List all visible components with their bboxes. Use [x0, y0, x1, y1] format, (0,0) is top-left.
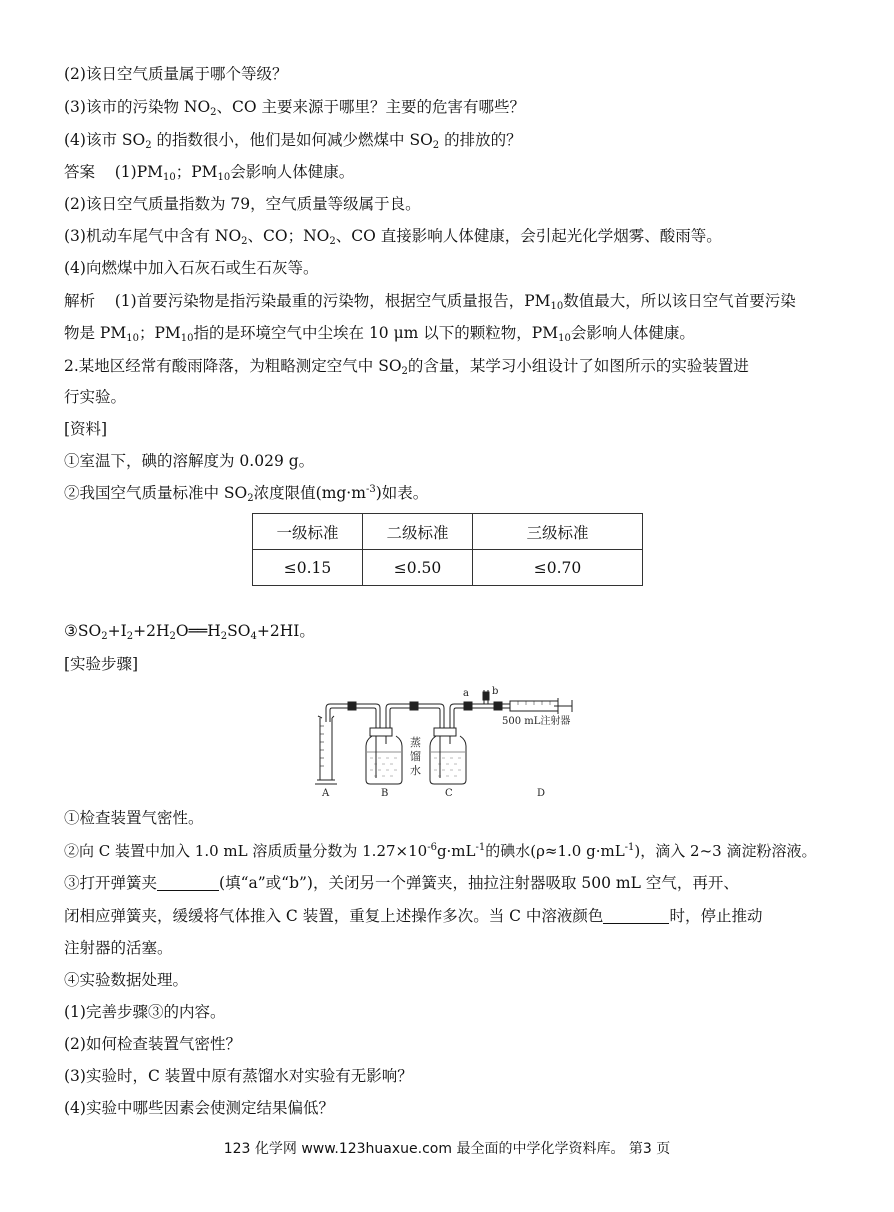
problem2-intro-2: 行实验。 [64, 388, 127, 406]
answer-4: (4)向燃煤中加入石灰石或生石灰等。 [64, 259, 319, 277]
apparatus-diagram [310, 682, 590, 802]
step-3-line-2: 闭相应弹簧夹，缓缓将气体推入 C 装置，重复上述操作多次。当 C 中溶液颜色 时，停止推动 [64, 907, 763, 925]
question-3: (3)该市的污染物 $NO_2$、CO 主要来源于哪里？主要的危害有哪些？ [64, 98, 526, 118]
resource-label: [资料] [64, 420, 108, 438]
table-cell: ≤0.15 [253, 550, 363, 586]
analysis-label: 解析 [64, 292, 96, 310]
table-header-cell: 一级标准 [253, 514, 363, 550]
step-3-line-1: ③打开弹簧夹 (填“a”或“b”)，关闭另一个弹簧夹，抽拉注射器吸取 500 mL 空气，再开、 [64, 874, 739, 892]
step-2: ②向 C 装置中加入 1.0 mL 溶质质量分数为 $1.27\times 10^{-6}g\cdot mL^{-1}$的碘水(ρ≈1.0 $g\cdot mL^{-1}$)，滴入 2~3 滴淀粉溶液。 [64, 842, 817, 860]
answer-blank-color[interactable] [603, 909, 669, 924]
subquestion-4: (4)实验中哪些因素会使测定结果偏低？ [64, 1099, 334, 1117]
water-label-1: 蒸 [410, 736, 421, 749]
table-header-cell: 二级标准 [363, 514, 473, 550]
step-4: ④实验数据处理。 [64, 971, 189, 989]
subquestion-3: (3)实验时，C 装置中原有蒸馏水对实验有无影响？ [64, 1067, 413, 1085]
problem2-intro-1: 2.某地区经常有酸雨降落，为粗略测定空气中 $SO_2$的含量，某学习小组设计了如图所示的实验装置进 [64, 357, 749, 377]
so2-standard-table [252, 513, 643, 586]
label-letter-d: D [537, 788, 546, 799]
gas-washing-bottle-b [366, 728, 402, 784]
question-2: (2)该日空气质量属于哪个等级？ [64, 65, 288, 83]
gas-washing-bottle-c [430, 728, 466, 784]
answer-3: (3)机动车尾气中含有 $NO_2$、CO；$NO_2$、CO 直接影响人体健康，会引起光化学烟雾、酸雨等。 [64, 227, 722, 247]
answer-2: (2)该日空气质量指数为 79，空气质量等级属于良。 [64, 195, 421, 213]
analysis-line-2: 物是 $PM_{10}$；$PM_{10}$指的是环境空气中尘埃在 10 μm 以下的颗粒物，$PM_{10}$会影响人体健康。 [64, 324, 695, 344]
label-letter-a: A [322, 788, 330, 799]
label-letter-b: B [381, 788, 389, 799]
page-footer: 123 化学网 www.123huaxue.com 最全面的中学化学资料库。 第3 页 [223, 1141, 671, 1157]
table-cell: ≤0.50 [363, 550, 473, 586]
analysis-line-1: 解析 (1)首要污染物是指污染最重的污染物，根据空气质量报告，$PM_{10}$数值最大，所以该日空气首要污染 [64, 292, 796, 312]
table-row [253, 550, 643, 586]
table-header-row [253, 514, 643, 550]
resource-3-equation: $③SO_2+I_2+2H_2O══H_2SO_4+2HI$。 [64, 622, 315, 642]
subquestion-1: (1)完善步骤③的内容。 [64, 1003, 226, 1021]
question-4: (4)该市 $SO_2$ 的指数很小，他们是如何减少燃煤中 $SO_2$ 的排放的？ [64, 131, 522, 151]
answer-blank-clip[interactable] [157, 876, 219, 891]
step-3-line-3: 注射器的活塞。 [64, 939, 173, 957]
step-1: ①检查装置气密性。 [64, 809, 204, 827]
answer-1: 答案 $(1)PM_{10}$；$PM_{10}$会影响人体健康。 [64, 163, 355, 183]
table-header-cell: 三级标准 [473, 514, 643, 550]
subquestion-2: (2)如何检查装置气密性？ [64, 1035, 241, 1053]
resource-1: ①室温下，碘的溶解度为 0.029 g。 [64, 452, 315, 470]
water-label-2: 馏 [410, 750, 421, 763]
equation-equals: ══ [188, 622, 208, 640]
table-cell: ≤0.70 [473, 550, 643, 586]
syringe-d [510, 698, 572, 714]
water-label-3: 水 [410, 764, 421, 777]
graduated-cylinder-a [315, 716, 337, 784]
answer-label: 答案 [64, 163, 96, 181]
label-letter-c: C [445, 788, 453, 799]
label-b: b [492, 686, 499, 697]
label-a: a [463, 688, 469, 699]
resource-2: ②我国空气质量标准中 $SO_2$浓度限值$(mg\cdot m^{-3})$如表。 [64, 484, 429, 504]
steps-label: [实验步骤] [64, 655, 139, 673]
syringe-label: 500 mL注射器 [502, 716, 571, 727]
